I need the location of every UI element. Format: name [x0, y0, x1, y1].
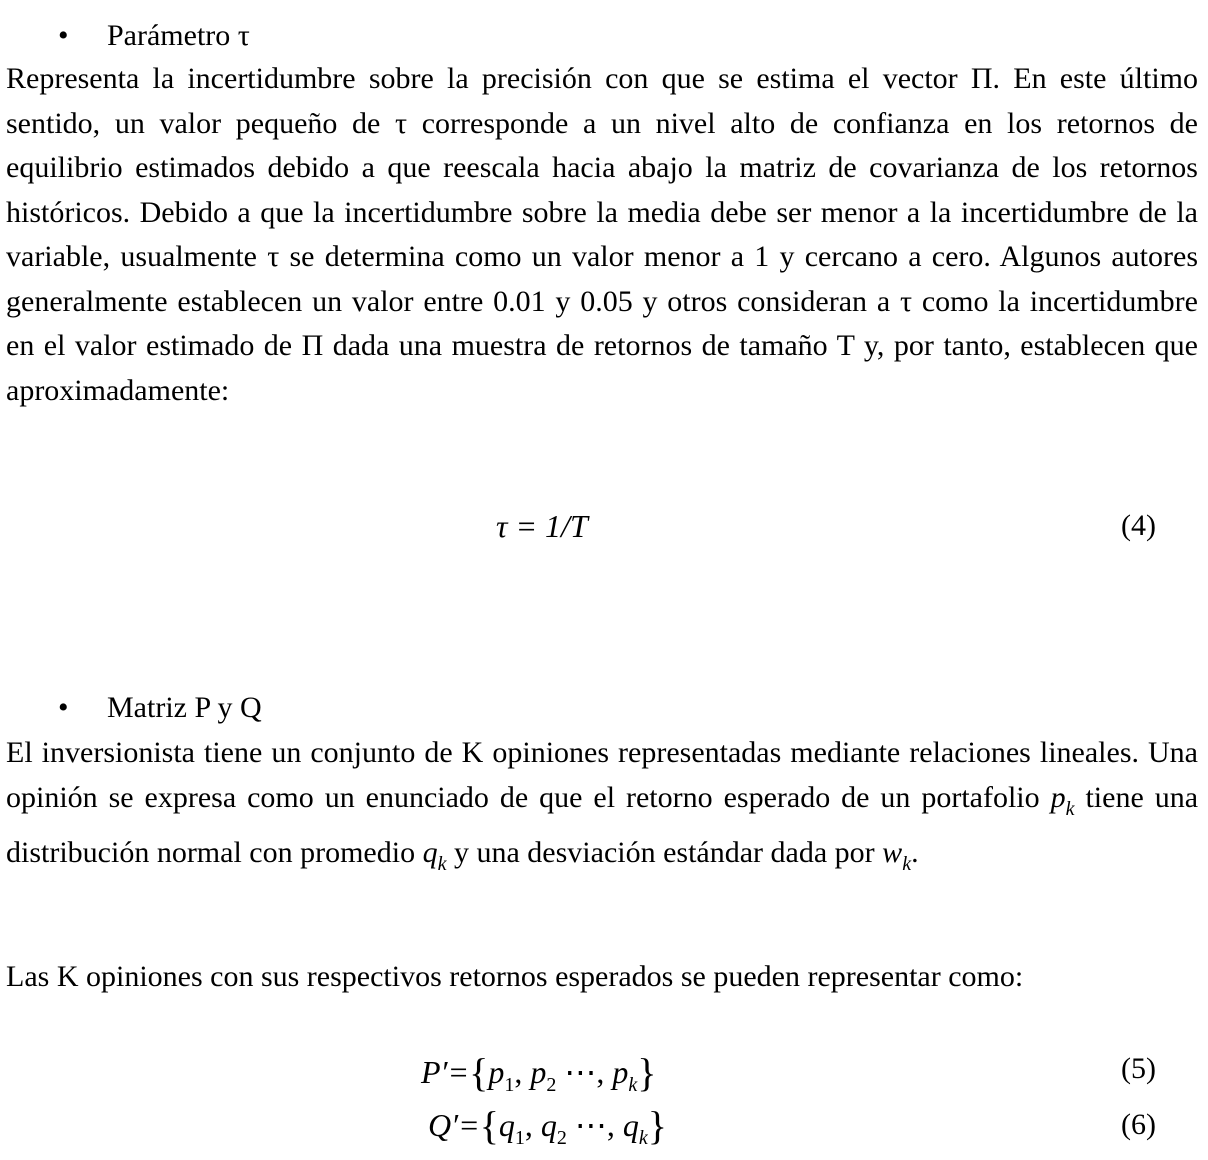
brace-open: {	[469, 1050, 489, 1095]
heading-tau-text: Parámetro τ	[107, 19, 250, 52]
paragraph-pq-end: .	[911, 836, 919, 869]
equation-5: $P'=\{p_1$, $p_2$ ⋯, $p_k$}	[421, 1050, 657, 1096]
bullet-marker: •	[58, 19, 69, 52]
brace-close: }	[637, 1050, 657, 1095]
brace-open: {	[479, 1103, 499, 1148]
paragraph-pq-part2: tiene una distribución normal con promedio	[6, 780, 1199, 869]
equation-6: $Q'=\{q_1$, $q_2$ ⋯, $q_k$}	[428, 1103, 667, 1149]
brace-close: }	[647, 1103, 667, 1148]
paragraph-tau: Representa la incertidumbre sobre la precisión con que se estima el vector Π. En este último sentido, un valor pequeño de τ corresponde a un nivel alto de confianza en los retornos de equilibrio estimados debido a que reescala hacia abajo la matriz de covarianza de los retornos históricos. Debido a que la incertidumbre sobre la media debe ser menor a la incertidumbre de la variable, usualmente τ se determina como un valor menor a 1 y cercano a cero. Algunos autores generalmente establecen un valor entre 0.01 y 0.05 y otros consideran a τ como la incertidumbre en el valor estimado de Π dada una muestra de retornos de tamaño T y, por tanto, establecen que aproximadamente:	[6, 62, 1198, 407]
intro-sentence: Las K opiniones con sus respectivos retornos esperados se pueden representar como:	[6, 960, 1024, 993]
equation-6-lhs: Q′=	[428, 1107, 480, 1143]
heading-pq-text: Matriz P y Q	[107, 691, 262, 724]
equation-4-expression: τ = 1/T	[496, 508, 588, 544]
equation-number-6: (6)	[1121, 1108, 1156, 1141]
paragraph-pq-part3: y una desviación estándar dada por	[453, 836, 875, 869]
paragraph-pq-part1: El inversionista tiene un conjunto de K opiniones representadas mediante relaciones lineales. Una opinión se expresa como un enunciado de que el retorno esperado de un portafolio	[6, 736, 1198, 814]
paragraph-pq	[6, 731, 1198, 887]
symbol-q-k: $q_k$	[422, 836, 447, 875]
heading-tau	[58, 18, 250, 54]
heading-pq	[58, 690, 262, 726]
equation-5-lhs: P′=	[421, 1054, 470, 1090]
symbol-w-k: $w_k$	[882, 836, 912, 875]
symbol-p-k: $p_k$	[1050, 780, 1075, 820]
bullet-marker: •	[58, 691, 69, 724]
equation-4	[496, 506, 588, 546]
equation-number-5: (5)	[1121, 1052, 1156, 1085]
equation-number-4: (4)	[1121, 509, 1156, 542]
